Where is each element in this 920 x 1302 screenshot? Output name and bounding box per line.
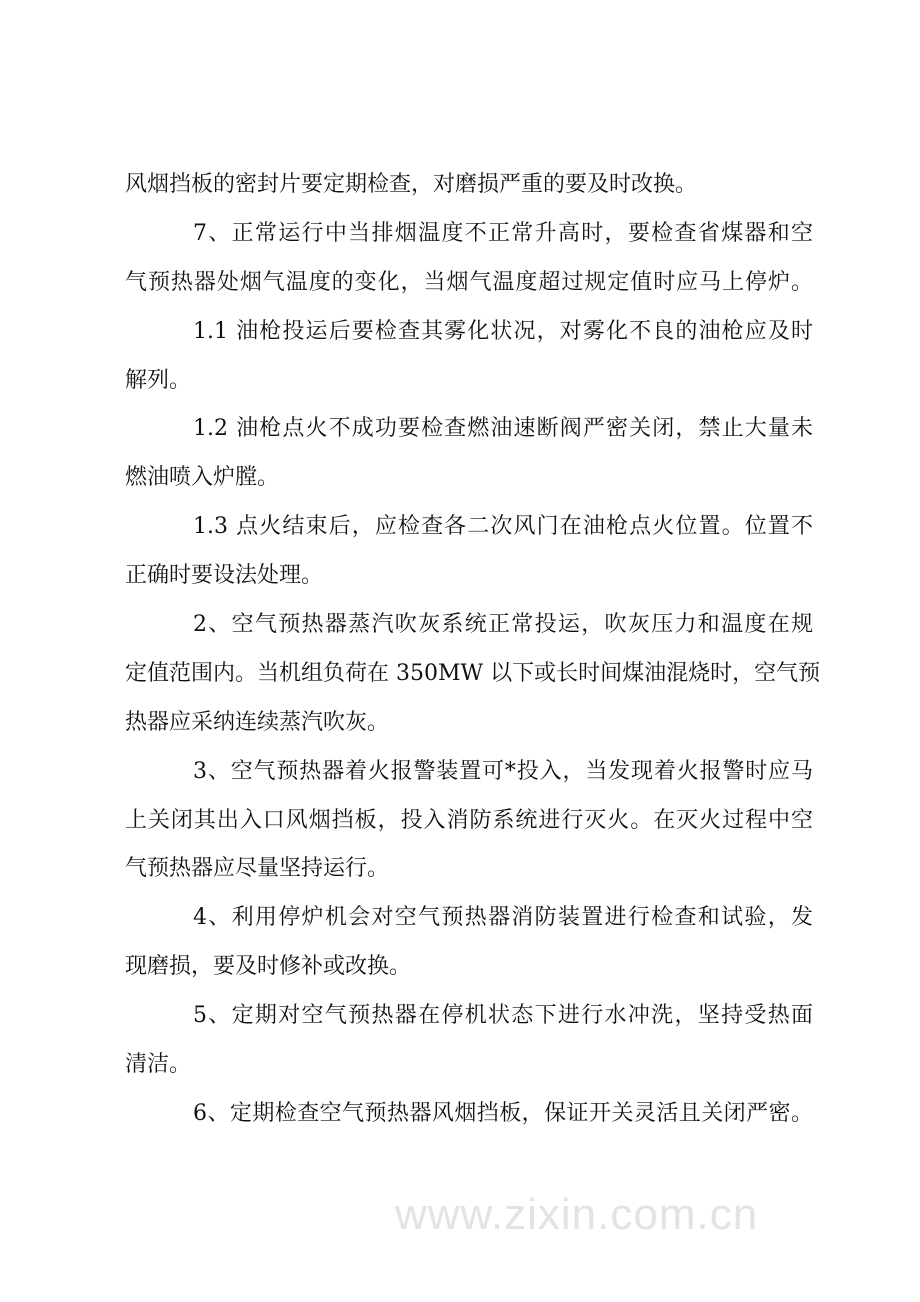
- paragraph-line: 2、空气预热器蒸汽吹灰系统正常投运，吹灰压力和温度在规: [193, 612, 813, 638]
- paragraph-line: 气预热器处烟气温度的变化，当烟气温度超过规定值时应马上停炉。: [125, 269, 813, 295]
- paragraph-line: 风烟挡板的密封片要定期检查，对磨损严重的要及时改换。: [125, 172, 698, 197]
- paragraph-line: 热器应采纳连续蒸汽吹灰。: [125, 709, 390, 735]
- paragraph-line: 定值范围内。当机组负荷在 350MW 以下或长时间煤油混烧时，空气预: [125, 660, 821, 686]
- paragraph-line: 5、定期对空气预热器在停机状态下进行水冲洗，坚持受热面: [193, 1003, 813, 1029]
- paragraph-line: 上关闭其出入口风烟挡板，投入消防系统进行灭火。在灭火过程中空: [125, 807, 813, 833]
- document-body: [125, 161, 821, 1139]
- paragraph-line: 燃油喷入炉膛。: [125, 465, 280, 491]
- paragraph-line: 4、利用停炉机会对空气预热器消防装置进行检查和试验，发: [193, 905, 813, 931]
- paragraph-line: 清洁。: [125, 1052, 192, 1078]
- paragraph-line: 1.1 油枪投运后要检查其雾化状况，对雾化不良的油枪应及时: [193, 318, 813, 344]
- paragraph-line: 1.3 点火结束后，应检查各二次风门在油枪点火位置。位置不: [193, 514, 813, 540]
- paragraph-line: 正确时要设法处理。: [125, 563, 324, 589]
- paragraph-line: 7、正常运行中当排烟温度不正常升高时，要检查省煤器和空: [193, 220, 813, 246]
- paragraph-line: 1.2 油枪点火不成功要检查燃油速断阀严密关闭，禁止大量未: [193, 416, 813, 442]
- paragraph-line: 气预热器应尽量坚持运行。: [125, 856, 390, 882]
- paragraph-line: 6、定期检查空气预热器风烟挡板，保证开关灵活且关闭严密。: [193, 1100, 813, 1126]
- paragraph-line: 解列。: [125, 367, 192, 393]
- paragraph-line: 3、空气预热器着火报警装置可*投入，当发现着火报警时应马: [193, 758, 813, 784]
- watermark: www.zixin.com.cn: [395, 1190, 759, 1239]
- paragraph-line: 现磨损，要及时修补或改换。: [125, 954, 412, 980]
